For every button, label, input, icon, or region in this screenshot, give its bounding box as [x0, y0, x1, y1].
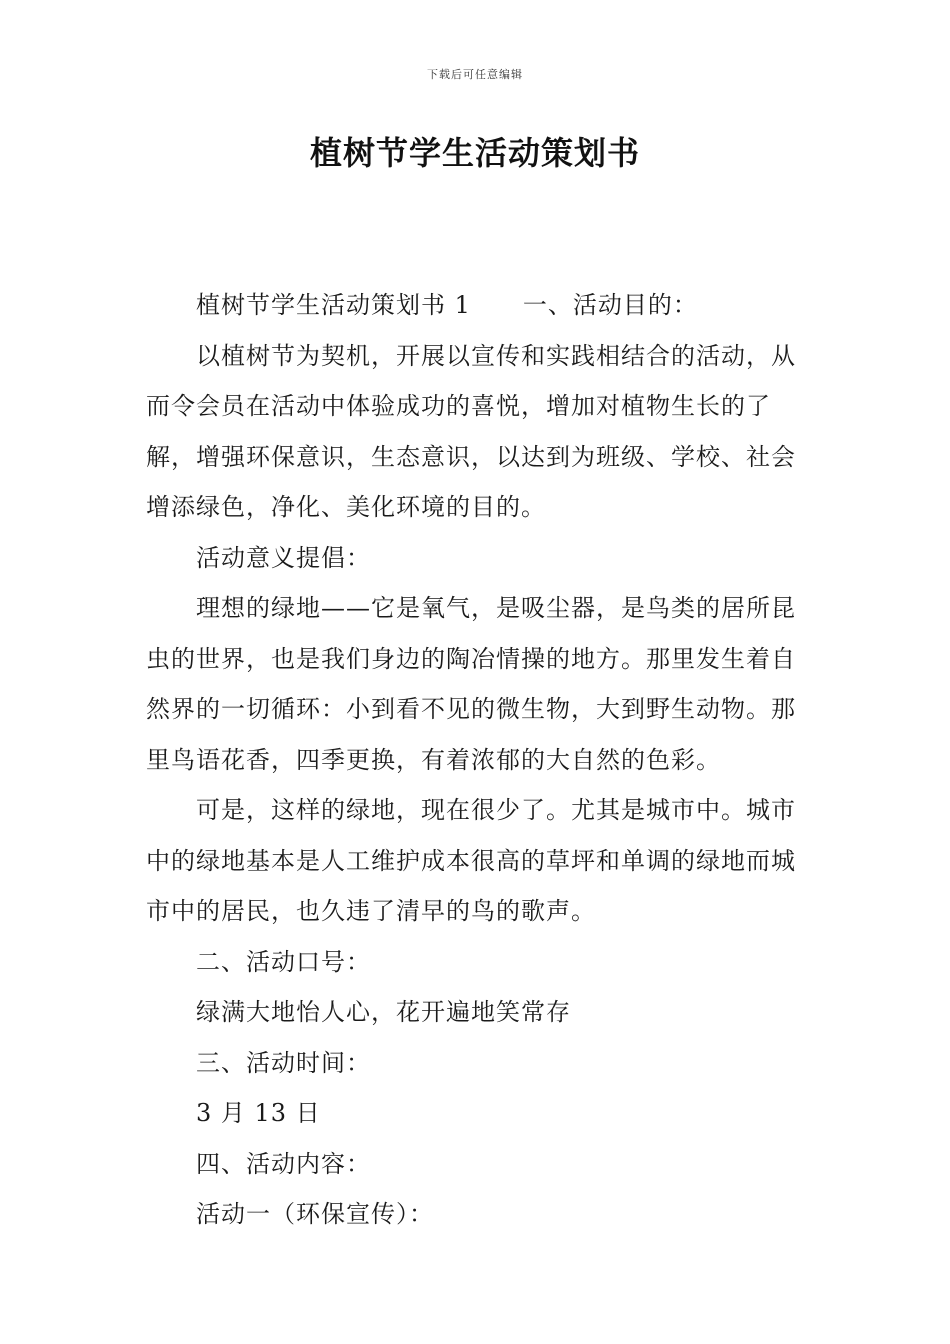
section-heading-content: 四、活动内容： — [196, 1149, 371, 1178]
document-body — [146, 280, 810, 1240]
section-heading-purpose: 一、活动目的： — [522, 291, 698, 319]
paragraph-ideal-greenland: 理想的绿地——它是氧气，是吸尘器，是鸟类的居所昆虫的世界，也是我们身边的陶冶情操的地方。那里发生着自然界的一切循环：小到看不见的微生物，大到野生动物。那里鸟语花香，四季更换，有着浓郁的大自然的色彩。 — [146, 594, 796, 774]
document-title: 植树节学生活动策划书 — [309, 134, 640, 172]
section-heading-slogan: 二、活动口号： — [196, 947, 371, 976]
paragraph-significance-heading: 活动意义提倡： — [196, 543, 371, 572]
paragraph-greenland-scarce: 可是，这样的绿地，现在很少了。尤其是城市中。城市中的绿地基本是人工维护成本很高的草坪和单调的绿地而城市中的居民，也久违了清早的鸟的歌声。 — [146, 796, 796, 925]
header-note: 下载后可任意编辑 — [427, 68, 523, 81]
paragraph-activity-one: 活动一（环保宣传）： — [196, 1200, 434, 1228]
section-heading-time: 三、活动时间： — [196, 1048, 371, 1077]
paragraph-heading-purpose — [146, 280, 810, 331]
plan-name-text: 植树节学生活动策划书 1 — [196, 291, 471, 319]
paragraph-slogan: 绿满大地怡人心，花开遍地笑常存 — [196, 998, 571, 1026]
paragraph-date: 3 月 13 日 — [196, 1099, 321, 1127]
paragraph-purpose-body: 以植树节为契机，开展以宣传和实践相结合的活动，从而令会员在活动中体验成功的喜悦，增加对植物生长的了解，增强环保意识，生态意识，以达到为班级、学校、社会增添绿色，净化、美化环境的目的。 — [146, 341, 796, 521]
